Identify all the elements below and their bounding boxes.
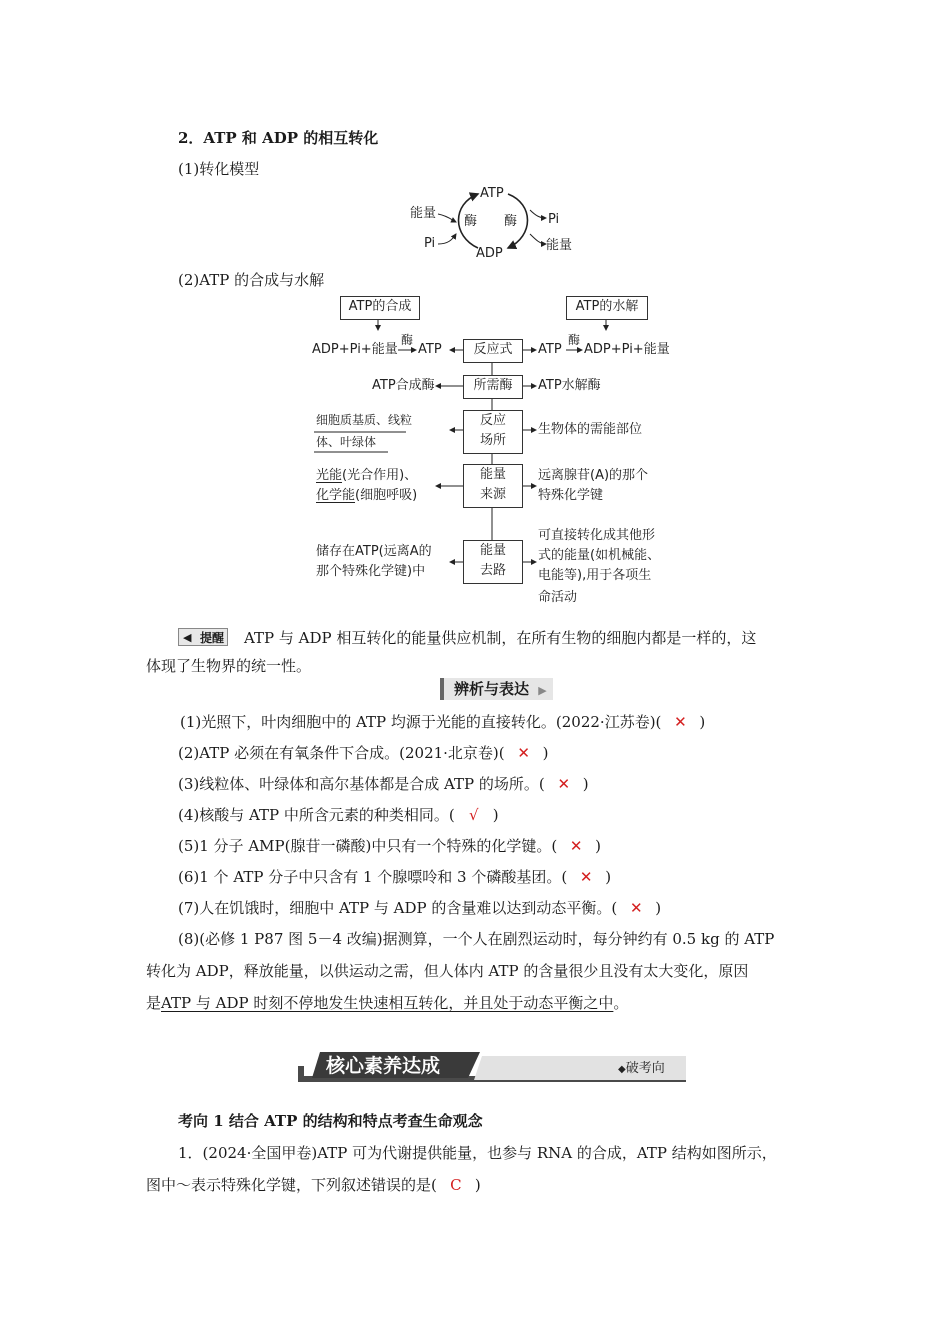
question-1-line2: 图中～表示特殊化学键，下列叙述错误的是( C )	[146, 1176, 481, 1194]
banner-tag: 破考向	[625, 1061, 665, 1076]
atp-adp-cycle-diagram	[400, 182, 590, 262]
hydrolysis-enzyme-mark: 酶	[568, 333, 581, 347]
enzyme-left-label: 酶	[464, 214, 478, 229]
center-required-enzyme: 所需酶	[463, 375, 523, 399]
tip-label: 提醒	[199, 631, 224, 645]
enzyme-right-label: 酶	[504, 214, 518, 229]
header-atp-synthesis: ATP的合成	[340, 296, 420, 320]
hydrolysis-destination-line3: 电能等),用于各项生	[538, 568, 652, 583]
hydrolysis-equation-lhs: ATP	[538, 342, 562, 357]
core-literacy-banner	[298, 1052, 686, 1084]
judge-section-title: 辨析与表达	[454, 680, 530, 698]
tip-badge	[178, 628, 228, 646]
tip-text-line1: ATP 与 ADP 相互转化的能量供应机制，在所有生物的细胞内都是一样的，这	[244, 629, 757, 647]
center-energy-source: 能量 来源	[463, 464, 523, 508]
synthesis-equation-rhs: ATP	[418, 342, 442, 357]
pi-out-label: Pi	[548, 212, 560, 227]
section-title: 2．ATP 和 ADP 的相互转化	[178, 129, 379, 147]
judge-answer-6: ✕	[579, 868, 593, 886]
energy-out-label: 能量	[546, 238, 573, 253]
pi-in-label: Pi	[424, 236, 436, 251]
hydrolysis-site: 生物体的需能部位	[538, 422, 643, 437]
play-icon: ▶	[538, 684, 547, 697]
adp-label: ADP	[476, 246, 503, 261]
judge-answer-4: √	[468, 806, 479, 824]
speaker-icon: ◀	[183, 631, 192, 644]
synthesis-site-line1: 细胞质基质、线粒	[316, 413, 413, 427]
arrow-icon: ◆	[618, 1064, 626, 1075]
question-1-line1: 1．(2024·全国甲卷)ATP 可为代谢提供能量，也参与 RNA 的合成，ATP 结构如图所示，	[178, 1144, 777, 1162]
hydrolysis-source-line2: 特殊化学键	[538, 488, 604, 503]
judge-item-5: (5)1 分子 AMP(腺苷一磷酸)中只有一个特殊的化学键。( ✕ )	[178, 837, 602, 855]
synthesis-site-line2: 体、叶绿体	[316, 435, 377, 449]
header-atp-hydrolysis: ATP的水解	[566, 296, 648, 320]
source-light-note: (光合作用)、	[342, 468, 418, 483]
kaoxiang-title: 考向 1 结合 ATP 的结构和特点考查生命观念	[178, 1112, 483, 1130]
atp-flow-diagram	[310, 294, 690, 614]
judge-answer-7: ✕	[629, 899, 643, 917]
question-1-answer: C	[450, 1176, 462, 1194]
judge-answer-3: ✕	[557, 775, 571, 793]
judge-section-header	[440, 678, 553, 700]
synthesis-equation-lhs: ADP+Pi+能量	[312, 342, 398, 357]
judge-item-2: (2)ATP 必须在有氧条件下合成。(2021·北京卷)( ✕ )	[178, 744, 549, 762]
judge-answer-2: ✕	[517, 744, 530, 762]
judge-item-8-line2: 转化为 ADP，释放能量，以供运动之需，但人体内 ATP 的含量很少且没有太大变化，原因	[146, 962, 749, 980]
judge-item-8-answer: ATP 与 ADP 时刻不停地发生快速相互转化，并且处于动态平衡之中	[161, 994, 614, 1012]
hydrolysis-enzyme: ATP水解酶	[538, 378, 601, 393]
judge-item-4: (4)核酸与 ATP 中所含元素的种类相同。( √ )	[178, 806, 499, 824]
synthesis-enzyme-mark: 酶	[401, 333, 414, 347]
hydrolysis-equation-rhs: ADP+Pi+能量	[584, 342, 670, 357]
judge-item-8-line1: (8)(必修 1 P87 图 5－4 改编)据测算，一个人在剧烈运动时，每分钟约有 0.5 kg 的 ATP	[178, 930, 775, 948]
atp-label: ATP	[480, 186, 504, 201]
hydrolysis-destination-line2: 式的能量(如机械能、	[538, 548, 661, 563]
energy-in-label: 能量	[410, 206, 437, 221]
synthesis-destination-line2: 那个特殊化学键)中	[316, 564, 426, 579]
subsection-synthesis-hydrolysis: (2)ATP 的合成与水解	[178, 271, 325, 289]
judge-item-7: (7)人在饥饿时，细胞中 ATP 与 ADP 的含量难以达到动态平衡。( ✕ )	[178, 899, 662, 917]
hydrolysis-destination-line4: 命活动	[538, 590, 578, 605]
judge-item-6: (6)1 个 ATP 分子中只含有 1 个腺嘌呤和 3 个磷酸基团。( ✕ )	[178, 868, 612, 886]
source-chemical-note: (细胞呼吸)	[355, 488, 418, 503]
synthesis-destination-line1: 储存在ATP(远离A的	[316, 544, 432, 559]
source-chemical-energy: 化学能	[316, 488, 356, 503]
tip-text-line2: 体现了生物界的统一性。	[146, 657, 312, 675]
hydrolysis-destination-line1: 可直接转化成其他形	[538, 528, 656, 543]
source-light-energy: 光能	[316, 468, 343, 483]
center-energy-destination: 能量 去路	[463, 540, 523, 584]
judge-item-3: (3)线粒体、叶绿体和高尔基体都是合成 ATP 的场所。( ✕ )	[178, 775, 589, 793]
center-reaction-site: 反应 场所	[463, 410, 523, 454]
synthesis-enzyme: ATP合成酶	[372, 378, 435, 393]
hydrolysis-source-line1: 远离腺苷(A)的那个	[538, 468, 649, 483]
judge-item-1: (1)光照下，叶肉细胞中的 ATP 均源于光能的直接转化。(2022·江苏卷)( ✕ )	[180, 713, 706, 731]
center-reaction-equation: 反应式	[463, 339, 523, 363]
judge-answer-1: ✕	[674, 713, 687, 731]
judge-answer-5: ✕	[569, 837, 583, 855]
subsection-conversion-model: (1)转化模型	[178, 160, 260, 178]
judge-item-8-line3: 是ATP 与 ADP 时刻不停地发生快速相互转化，并且处于动态平衡之中。	[146, 994, 629, 1012]
banner-title: 核心素养达成	[326, 1055, 441, 1077]
